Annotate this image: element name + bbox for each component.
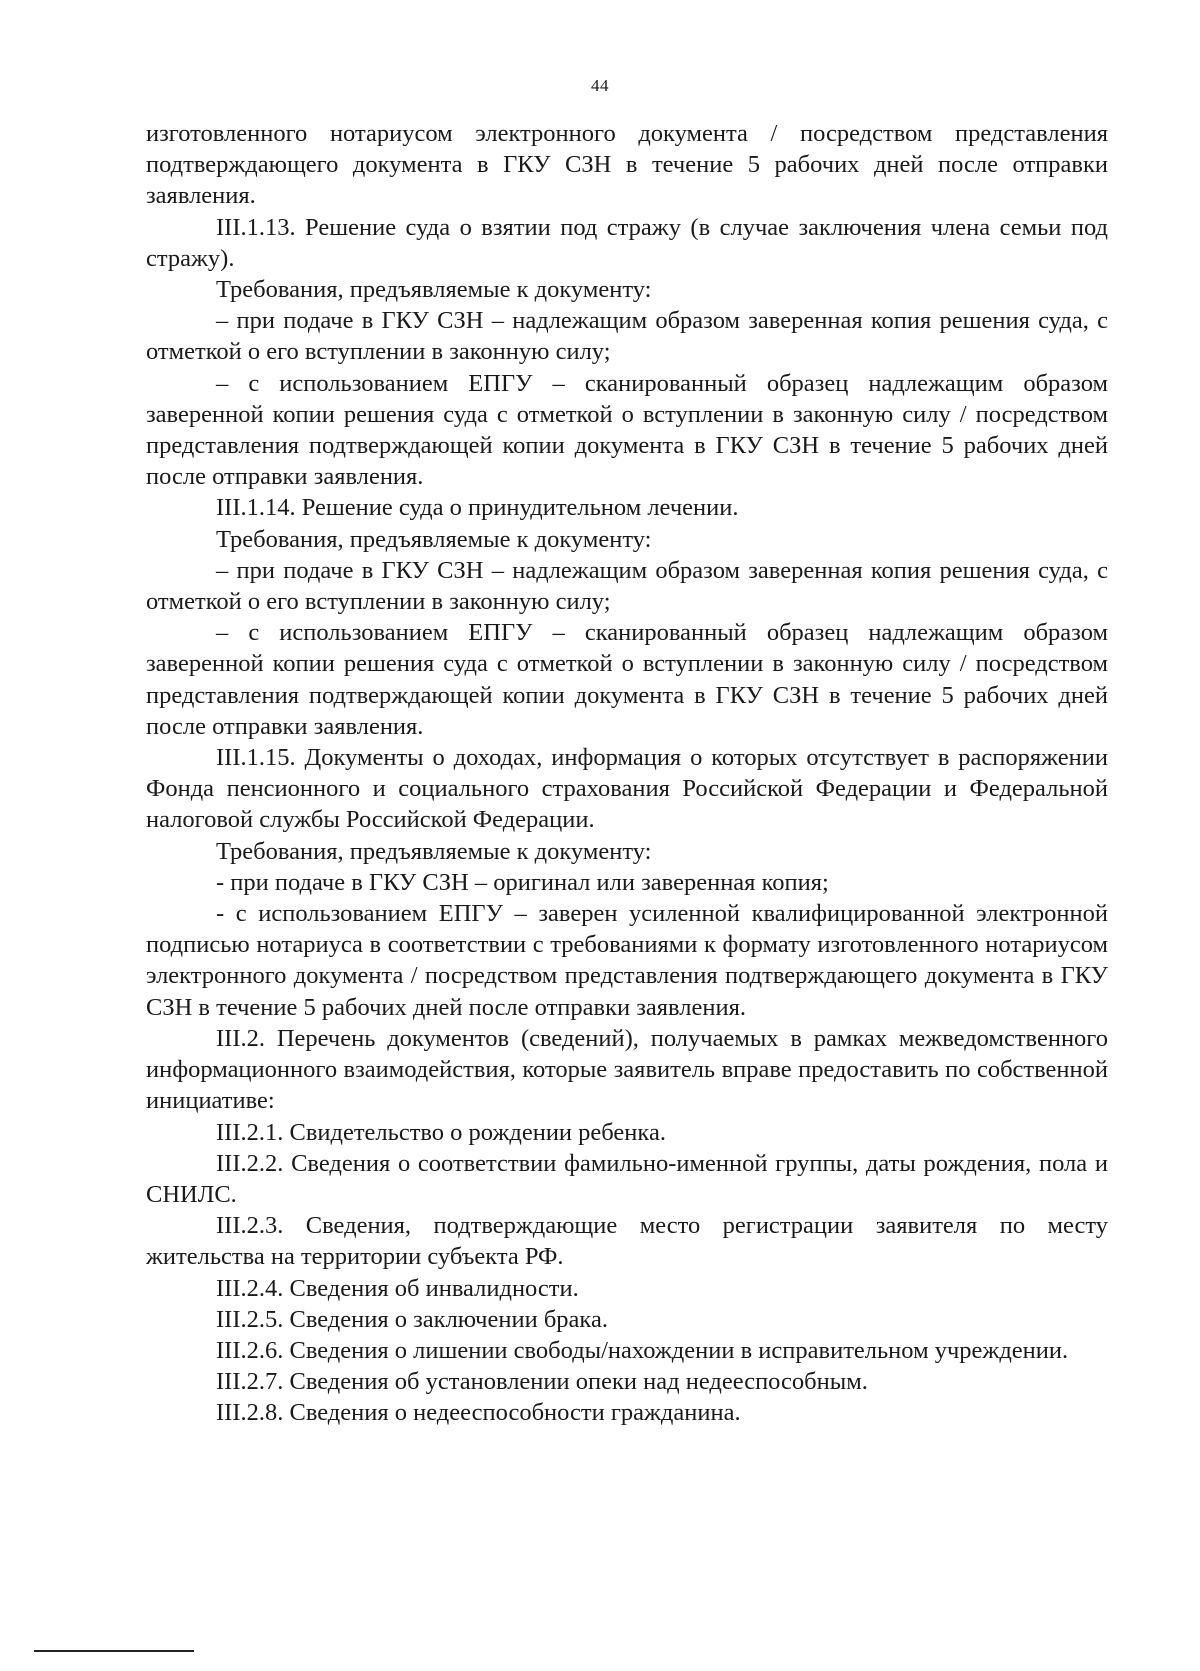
document-body [146, 118, 1108, 1429]
paragraph-requirement-epgu: - с использованием ЕПГУ – заверен усиленной квалифицированной электронной подписью нотариуса в соответствии с требованиями к формату изготовленного нотариусом электронного документа / посредством представления подтверждающего документа в ГКУ СЗН в течение 5 рабочих дней после отправки заявления. [146, 900, 1108, 1021]
paragraph-item-3-2-4: III.2.4. Сведения об инвалидности. [216, 1274, 579, 1302]
paragraph-requirement-in-person: – при подаче в ГКУ СЗН – надлежащим образом заверенная копия решения суда, с отметкой о его вступлении в законную силу; [146, 556, 1108, 616]
paragraph-item-3-2-5: III.2.5. Сведения о заключении брака. [216, 1305, 608, 1333]
paragraph-requirement-epgu: – с использованием ЕПГУ – сканированный образец надлежащим образом заверенной копии решения суда с отметкой о вступлении в законную силу / посредством представления подтверждающей копии документа в ГКУ СЗН в течение 5 рабочих дней после отправки заявления. [146, 369, 1108, 491]
paragraph-item-3-2-3: III.2.3. Сведения, подтверждающие место регистрации заявителя по месту жительства на территории субъекта РФ. [146, 1212, 1108, 1271]
paragraph-item-3-2: III.2. Перечень документов (сведений), получаемых в рамках межведомственного информационного взаимодействия, которые заявитель вправе предоставить по собственной инициативе: [146, 1024, 1108, 1115]
paragraph-item-3-2-8: III.2.8. Сведения о недееспособности гражданина. [216, 1399, 741, 1427]
paragraph-requirement-in-person: - при подаче в ГКУ СЗН – оригинал или заверенная копия; [216, 868, 829, 896]
footnote-divider [34, 1650, 194, 1652]
paragraph-requirement-epgu: – с использованием ЕПГУ – сканированный образец надлежащим образом заверенной копии решения суда с отметкой о вступлении в законную силу / посредством представления подтверждающей копии документа в ГКУ СЗН в течение 5 рабочих дней после отправки заявления. [146, 619, 1108, 740]
paragraph-item-3-2-2: III.2.2. Сведения о соответствии фамильно-именной группы, даты рождения, пола и СНИЛС. [146, 1149, 1108, 1208]
paragraph-requirements-heading: Требования, предъявляемые к документу: [216, 276, 652, 304]
paragraph-item-3-1-13: III.1.13. Решение суда о взятии под стражу (в случае заключения члена семьи под стражу). [146, 213, 1108, 272]
paragraph-item-3-2-6: III.2.6. Сведения о лишении свободы/нахождении в исправительном учреждении. [216, 1336, 1069, 1364]
paragraph-item-3-1-15: III.1.15. Документы о доходах, информация о которых отсутствует в распоряжении Фонда пенсионного и социального страхования Российской Федерации и Федеральной налоговой службы Российской Федерации. [146, 744, 1108, 834]
paragraph-item-3-1-14: III.1.14. Решение суда о принудительном лечении. [216, 494, 739, 522]
paragraph-requirements-heading: Требования, предъявляемые к документу: [216, 837, 652, 865]
paragraph-item-3-2-1: III.2.1. Свидетельство о рождении ребенка. [216, 1118, 666, 1146]
paragraph-item-3-2-7: III.2.7. Сведения об установлении опеки над недееспособным. [216, 1368, 868, 1396]
paragraph-requirements-heading: Требования, предъявляемые к документу: [216, 525, 652, 553]
page-number: 44 [591, 76, 609, 95]
paragraph-requirement-in-person: – при подаче в ГКУ СЗН – надлежащим образом заверенная копия решения суда, с отметкой о его вступлении в законную силу; [146, 307, 1108, 366]
paragraph-continuation: изготовленного нотариусом электронного документа / посредством представления подтверждающего документа в ГКУ СЗН в течение 5 рабочих дней после отправки заявления. [146, 120, 1108, 210]
